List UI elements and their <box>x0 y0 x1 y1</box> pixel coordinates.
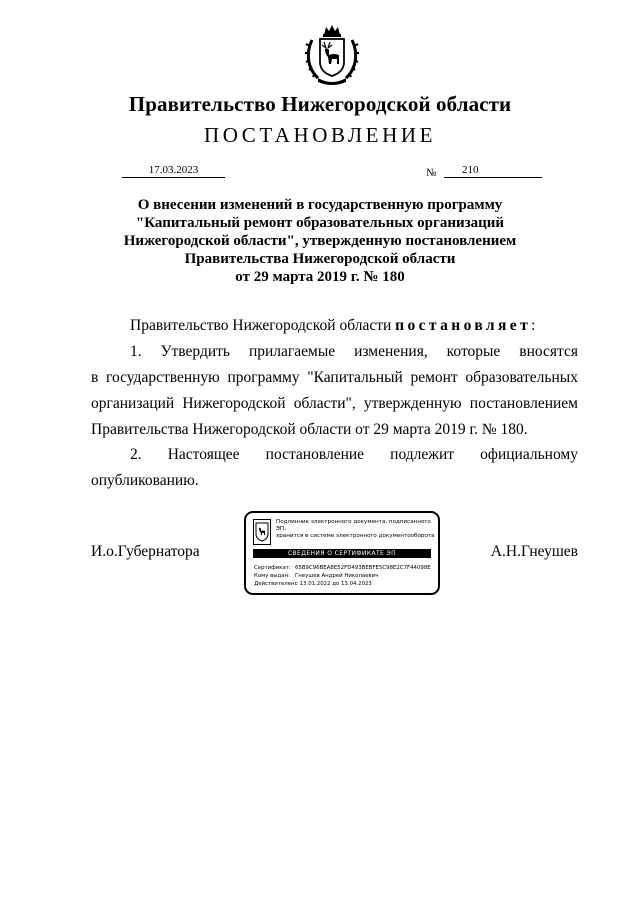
subject-line: Нижегородской области", утвержденную постановлением <box>123 233 517 249</box>
word: которые <box>446 343 501 360</box>
word: Утвердить <box>160 343 230 360</box>
subject-line: О внесении изменений в государственную программу <box>137 197 503 213</box>
stamp-header-line: хранится в системе электронного документооборота <box>276 533 435 539</box>
word: Нижегородской <box>182 395 286 412</box>
word: государственную <box>106 369 220 386</box>
word: 2. <box>130 446 142 463</box>
word: изменения, <box>354 343 428 360</box>
stamp-details <box>254 564 431 589</box>
stamp-row-certificate <box>254 564 431 572</box>
paragraph-line <box>91 391 578 417</box>
document-subject <box>100 196 540 286</box>
coat-of-arms-icon <box>253 519 271 545</box>
signer-post: И.о.Губернатора <box>91 543 200 560</box>
word: ремонт <box>410 369 458 386</box>
preamble-verb: постановляет <box>395 317 532 334</box>
word: "Капитальный <box>307 369 403 386</box>
word: утвержденную <box>363 395 462 412</box>
paragraph-line: опубликованию. <box>91 472 199 489</box>
paragraph-line <box>91 365 578 391</box>
stamp-value: 65B9C96BEA8E52FD493BEBFE5C98E2C7F44098E <box>295 565 431 571</box>
word: постановление <box>265 446 365 463</box>
subject-line: Правительства Нижегородской области <box>184 251 456 267</box>
government-title: Правительство Нижегородской области <box>128 92 512 116</box>
preamble <box>130 313 535 339</box>
word: организаций <box>91 395 175 412</box>
document-type: ПОСТАНОВЛЕНИЕ <box>203 123 437 147</box>
word: подлежит <box>390 446 455 463</box>
preamble-text: Правительство Нижегородской области <box>130 317 392 334</box>
e-signature-stamp <box>244 511 440 595</box>
word: в <box>91 369 99 386</box>
coat-of-arms-icon <box>302 22 362 86</box>
stamp-row-validity <box>254 580 431 588</box>
stamp-value: Гнеушев Андрей Николаевич <box>295 573 379 580</box>
stamp-label: Кому выдан: <box>254 573 290 580</box>
stamp-row-owner <box>254 572 431 580</box>
preamble-colon: : <box>531 317 536 334</box>
word: образовательных <box>465 369 578 386</box>
number-sign: № <box>426 167 437 179</box>
word: Настоящее <box>167 446 240 463</box>
stamp-header-line: Подлинник электронного документа, подписанного ЭП, <box>276 519 431 532</box>
stamp-label: Сертификат: <box>254 565 291 571</box>
paragraph-1 <box>91 339 578 443</box>
paragraph-line: Правительства Нижегородской области от 29 марта 2019 г. № 180. <box>91 421 528 438</box>
word: прилагаемые <box>248 343 336 360</box>
word: постановлением <box>469 395 578 412</box>
word: официальному <box>480 446 578 463</box>
document-number: 210 <box>444 164 542 178</box>
paragraph-2 <box>91 442 578 494</box>
word: вносятся <box>519 343 578 360</box>
subject-line: "Капитальный ремонт образовательных организаций <box>135 215 505 231</box>
subject-line: от 29 марта 2019 г. № 180 <box>235 269 405 285</box>
word: 1. <box>130 343 142 360</box>
stamp-label: Действителен: <box>254 581 297 588</box>
stamp-header <box>276 519 438 540</box>
signer-name: А.Н.Гнеушев <box>490 543 578 560</box>
word: области", <box>293 395 356 412</box>
paragraph-line <box>91 442 578 468</box>
word: программу <box>227 369 300 386</box>
document-date: 17.03.2023 <box>122 164 225 178</box>
stamp-title-bar: СВЕДЕНИЯ О СЕРТИФИКАТЕ ЭП <box>253 549 431 558</box>
paragraph-line <box>91 339 578 365</box>
stamp-value: с 13.01.2022 до 13.04.2023 <box>295 581 372 588</box>
